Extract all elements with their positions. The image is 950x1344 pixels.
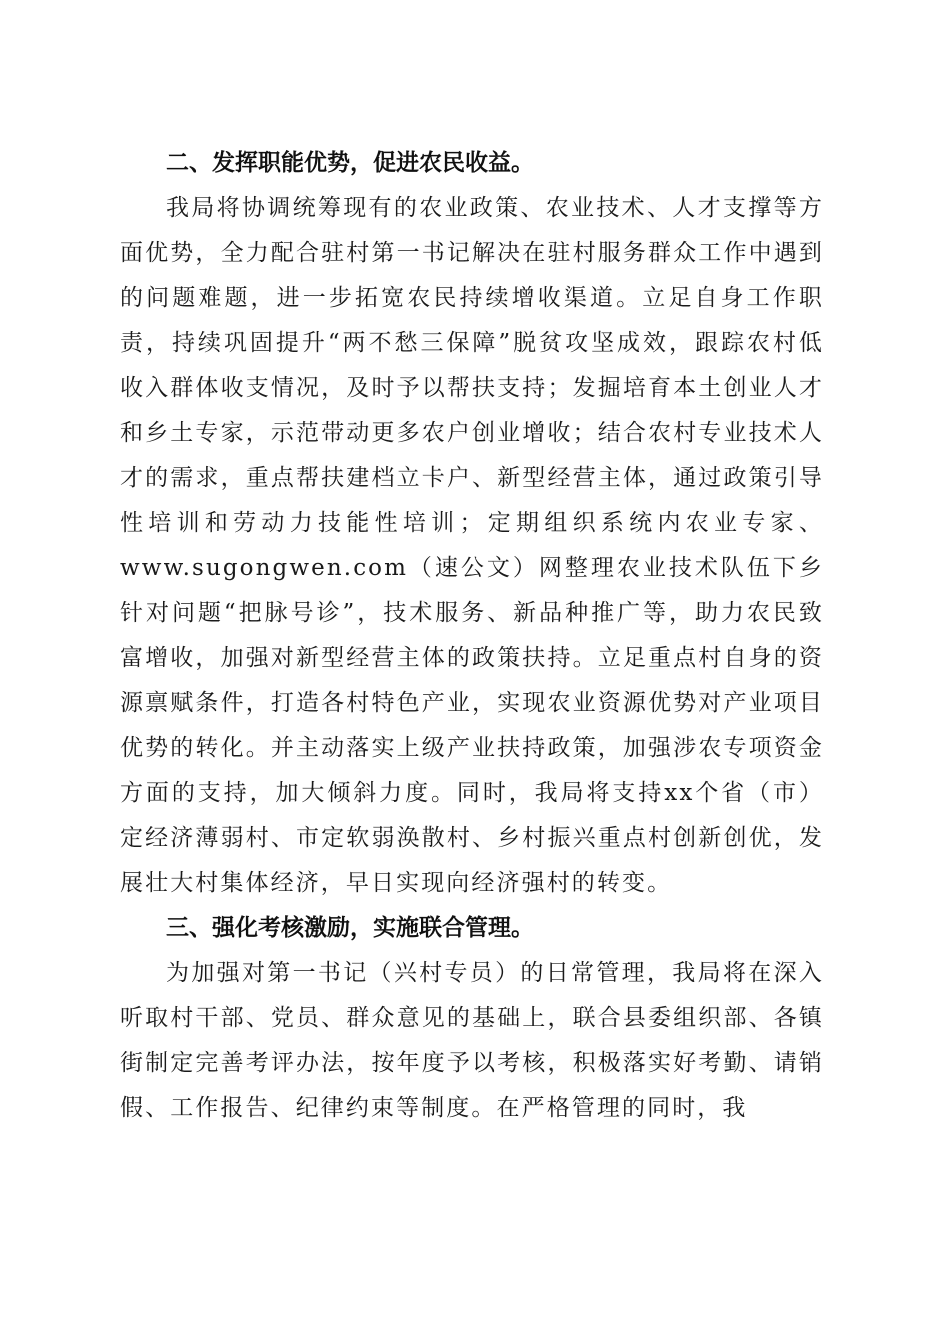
section-heading-2: 二、发挥职能优势，促进农民收益。 xyxy=(166,150,534,176)
section-paragraph-3: 为加强对第一书记（兴村专员）的日常管理，我局将在深入听取村干部、党员、群众意见的基础上，联合县委组织部、各镇街制定完善考评办法，按年度予以考核，积极落实好考勤、请销假、工作报告、纪律约束等制度。在严格管理的同时，我 xyxy=(120,960,824,1121)
document-body xyxy=(120,141,824,1131)
section-heading-3: 三、强化考核激励，实施联合管理。 xyxy=(166,915,534,941)
section-paragraph-2: 我局将协调统筹现有的农业政策、农业技术、人才支撑等方面优势，全力配合驻村第一书记解决在驻村服务群众工作中遇到的问题难题，进一步拓宽农民持续增收渠道。立足自身工作职责，持续巩固提升“两不愁三保障”脱贫攻坚成效，跟踪农村低收入群体收支情况，及时予以帮扶支持；发掘培育本土创业人才和乡土专家，示范带动更多农户创业增收；结合农村专业技术人才的需求，重点帮扶建档立卡户、新型经营主体，通过政策引导性培训和劳动力技能性培训；定期组织系统内农业专家、www.sugongwen.com（速公文）网整理农业技术队伍下乡针对问题“把脉号诊”，技术服务、新品种推广等，助力农民致富增收，加强对新型经营主体的政策扶持。立足重点村自身的资源禀赋条件，打造各村特色产业，实现农业资源优势对产业项目优势的转化。并主动落实上级产业扶持政策，加强涉农专项资金方面的支持，加大倾斜力度。同时，我局将支持xx个省（市）定经济薄弱村、市定软弱涣散村、乡村振兴重点村创新创优，发展壮大村集体经济，早日实现向经济强村的转变。 xyxy=(120,195,824,896)
